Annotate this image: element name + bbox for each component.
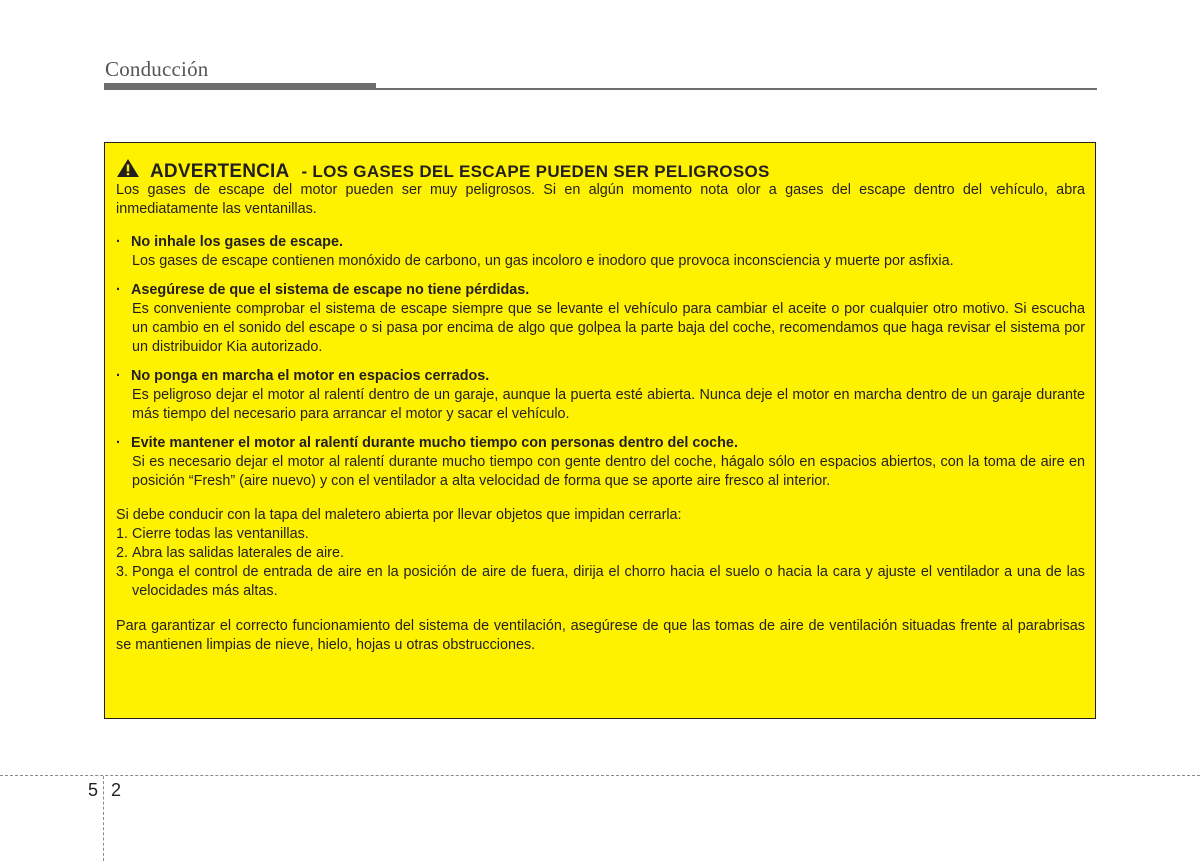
warning-intro: Los gases de escape del motor pueden ser muy peligrosos. Si en algún momento nota olor a gases del escape dentro del vehículo, abra inmediatamente las ventanillas. [116, 182, 1085, 217]
page-number: 2 [111, 780, 122, 800]
footer-dashed-divider [103, 776, 104, 861]
bullet-dot: · [116, 368, 121, 384]
warning-bullet [116, 367, 1085, 424]
warning-bullet [116, 233, 1085, 271]
page-header-title: Conducción [105, 57, 209, 81]
trunk-section [116, 506, 1085, 601]
step-text: Cierre todas las ventanillas. [132, 526, 309, 542]
warning-title [116, 153, 1085, 181]
bullet-title: No inhale los gases de escape. [131, 234, 343, 250]
bullet-text: Es conveniente comprobar el sistema de escape siempre que se levante el vehículo para cambiar el aceite o por cualquier otro motivo. Si escucha un cambio en el sonido del escape o si pasa por encima de algo que golpea la parte baja del coche, recomendamos que haga revisar el sistema por un distribuidor Kia autorizado. [132, 301, 1085, 355]
bullet-title: No ponga en marcha el motor en espacios cerrados. [131, 368, 490, 384]
trunk-intro: Si debe conducir con la tapa del maletero abierta por llevar objetos que impidan cerrarla: [116, 507, 682, 523]
step-text: Abra las salidas laterales de aire. [132, 545, 344, 561]
warning-title-sub: - LOS GASES DEL ESCAPE PUEDEN SER PELIGROSOS [301, 162, 770, 181]
bullet-text: Si es necesario dejar el motor al ralentí durante mucho tiempo con gente dentro del coche, hágalo sólo en espacios abiertos, con la toma de aire en posición “Fresh” (aire nuevo) y con el ventilador a alta velocidad de forma que se aporte aire fresco al interior. [132, 454, 1085, 489]
bullet-dot: · [116, 282, 121, 298]
numbered-step [116, 563, 1085, 601]
step-number: 3. [116, 564, 129, 580]
bullet-text: Es peligroso dejar el motor al ralentí dentro de un garaje, aunque la puerta esté abierta. Nunca deje el motor en marcha dentro de un garaje durante más tiempo del necesario para arrancar el motor y sacar el vehículo. [132, 387, 1085, 422]
step-number: 2. [116, 545, 129, 561]
bullet-dot: · [116, 435, 121, 451]
header-rule-thick [104, 83, 376, 90]
final-note: Para garantizar el correcto funcionamiento del sistema de ventilación, asegúrese de que las tomas de aire de ventilación situadas frente al parabrisas se mantienen limpias de nieve, hielo, hojas u otras obstrucciones. [116, 618, 1085, 653]
warning-title-main: ADVERTENCIA [150, 161, 290, 182]
bullet-title: Asegúrese de que el sistema de escape no tiene pérdidas. [131, 282, 530, 298]
bullet-title: Evite mantener el motor al ralentí durante mucho tiempo con personas dentro del coche. [131, 435, 738, 451]
warning-triangle-icon [116, 158, 140, 178]
step-text: Ponga el control de entrada de aire en la posición de aire de fuera, dirija el chorro hacia el suelo o hacia la cara y ajuste el ventilador a una de las velocidades más altas. [132, 564, 1085, 599]
chapter-number: 5 [88, 780, 99, 800]
warning-bullet [116, 281, 1085, 357]
footer-dashed-rule [0, 775, 1200, 776]
numbered-step [116, 544, 1085, 563]
warning-box [104, 142, 1096, 719]
bullet-text: Los gases de escape contienen monóxido de carbono, un gas incoloro e inodoro que provoca inconsciencia y muerte por asfixia. [132, 253, 954, 269]
header-rule-thin [376, 88, 1097, 90]
step-number: 1. [116, 526, 129, 542]
bullet-dot: · [116, 234, 121, 250]
warning-bullet [116, 434, 1085, 491]
numbered-step [116, 525, 1085, 544]
